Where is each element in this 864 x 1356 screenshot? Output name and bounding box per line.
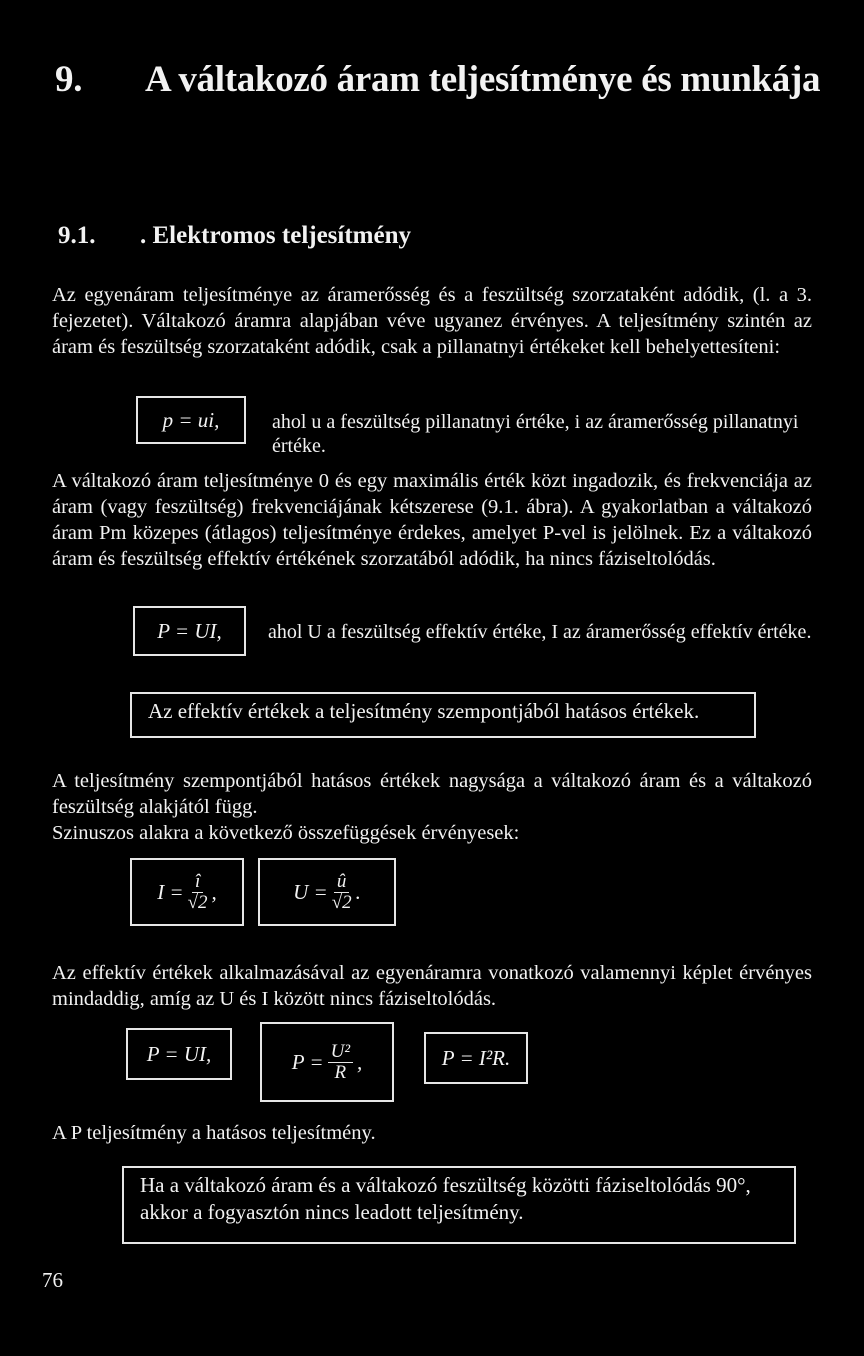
formula-power-u2r-numerator: U² (328, 1042, 353, 1063)
formula-effective-voltage-lhs: U = (293, 879, 328, 904)
formula-instant-power-note: ahol u a feszültség pillanatnyi értéke, i az áramerősség pillanatnyi értéke. (272, 411, 799, 457)
chapter-title: A váltakozó áram teljesítménye és munkája (145, 59, 821, 100)
formula-effective-current (130, 858, 244, 926)
formula-effective-voltage-numerator: û (334, 872, 350, 893)
formula-effective-current-fraction (188, 872, 208, 913)
paragraph-active-power: A P teljesítmény a hatásos teljesítmény. (52, 1122, 376, 1144)
formula-power-u2r-fraction (328, 1042, 353, 1083)
formula-effective-current-lhs: I = (157, 879, 184, 904)
formula-power-i2r: P = I²R. (424, 1032, 528, 1084)
section-heading (58, 222, 411, 250)
formula-effective-current-numerator: î (192, 872, 203, 893)
formula-instant-power: p = ui, (136, 396, 246, 444)
page-number: 76 (42, 1268, 63, 1292)
highlight-phase-shift: Ha a váltakozó áram és a váltakozó feszültség közötti fáziseltolódás 90°, akkor a fogyasztón nincs leadott teljesítmény. (122, 1166, 796, 1244)
formula-effective-power: P = UI, (133, 606, 246, 656)
formula-power-u2r-lhs: P = (291, 1049, 324, 1074)
formula-effective-voltage-fraction (332, 872, 352, 913)
formula-effective-current-end: , (211, 879, 217, 904)
section-title: . Elektromos teljesítmény (140, 222, 412, 249)
formula-effective-current-denominator: √2 (187, 891, 208, 913)
paragraph-dc-formulas: Az effektív értékek alkalmazásával az egyenáramra vonatkozó valamennyi képlet érvényes mindaddig, amíg az U és I között nincs fáziseltolódás. (52, 962, 812, 1010)
section-number: 9.1. (58, 222, 96, 249)
chapter-heading (55, 58, 820, 101)
formula-power-u2r-end: , (357, 1049, 363, 1074)
paragraph-intro: Az egyenáram teljesítménye az áramerősség és a feszültség szorzataként adódik, (l. a 3. fejezetet). Váltakozó áramra alapjában véve ugyanez érvényes. A teljesítmény szintén az áram és feszültség szorzataként adódik, csak a pillanatnyi értékeket kell behelyettesíteni: (52, 284, 812, 358)
formula-effective-power-note: ahol U a feszültség effektív értéke, I az áramerősség effektív értéke. (268, 621, 812, 643)
paragraph-ac-power: A váltakozó áram teljesítménye 0 és egy maximális érték közt ingadozik, és frekvenciája az áram (vagy feszültség) frekvenciájának kétszerese (9.1. ábra). A gyakorlatban a váltakozó áram Pm közepes (átlagos) teljesítménye érdekes, amelyet P-vel is jelölnek. Ez a váltakozó áram és feszültség effektív értékének szorzatából adódik, ha nincs fáziseltolódás. (52, 470, 812, 570)
highlight-effective-values: Az effektív értékek a teljesítmény szempontjából hatásos értékek. (130, 692, 756, 738)
formula-effective-voltage-end: . (355, 879, 361, 904)
paragraph-shape: A teljesítmény szempontjából hatásos értékek nagysága a váltakozó áram és a váltakozó feszültség alakjától függ. (52, 770, 812, 818)
paragraph-sinusoidal: Szinuszos alakra a következő összefüggések érvényesek: (52, 822, 520, 844)
formula-power-ui: P = UI, (126, 1028, 232, 1080)
formula-effective-voltage-denominator: √2 (331, 891, 352, 913)
formula-power-u2r (260, 1022, 394, 1102)
formula-power-u2r-denominator: R (334, 1061, 347, 1083)
chapter-number: 9. (55, 59, 83, 100)
formula-effective-voltage (258, 858, 396, 926)
